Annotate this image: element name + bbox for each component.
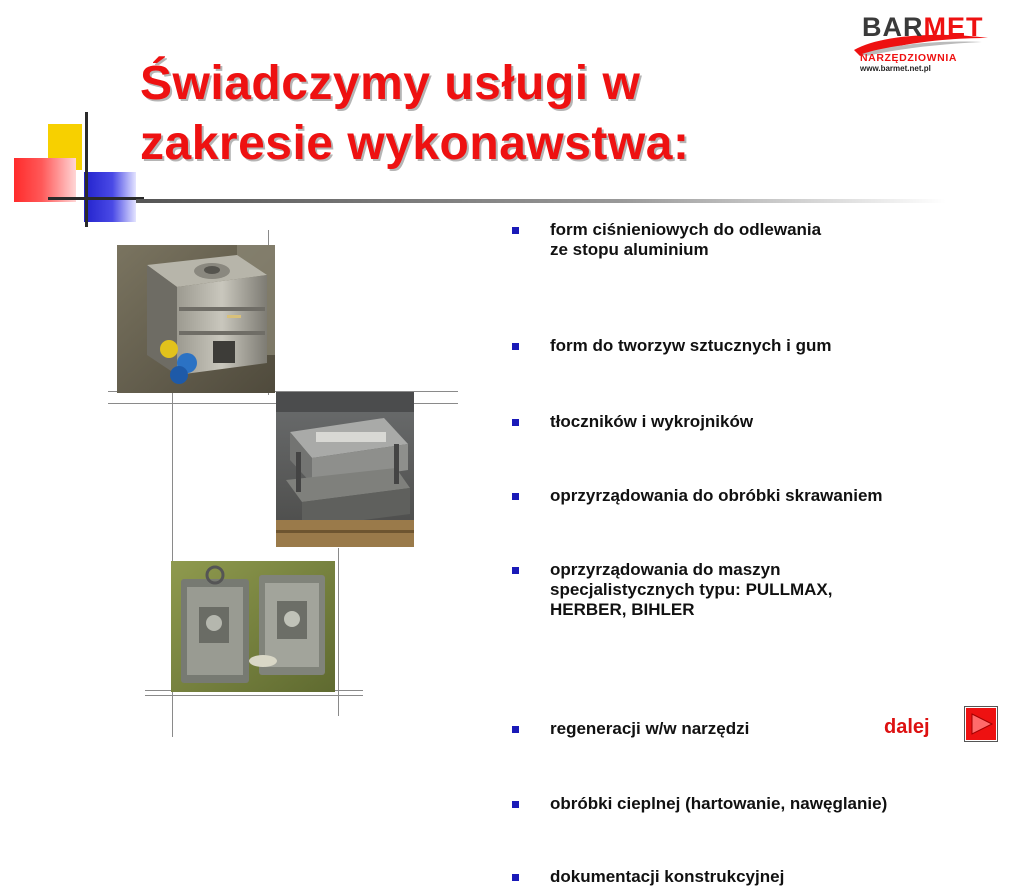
decor-horizontal-line: [48, 197, 144, 200]
list-item-text: oprzyrządowania do maszyn specjalistycznych typu: PULLMAX, HERBER, BIHLER: [550, 560, 833, 619]
list-item-text: form ciśnieniowych do odlewania ze stopu aluminium: [550, 220, 822, 259]
list-item: [512, 412, 1024, 432]
list-item: [512, 486, 1024, 506]
list-item-text: form do tworzyw sztucznych i gum: [550, 336, 832, 355]
page-title-line2: zakresie wykonawstwa:: [140, 117, 690, 170]
decor-vertical-line: [85, 112, 88, 227]
list-item: [512, 336, 1024, 356]
logo-wordmark: [862, 12, 984, 43]
next-link[interactable]: dalej: [884, 716, 930, 738]
list-item: [512, 560, 1024, 620]
decor-red-square: [14, 158, 76, 202]
bullet-icon: [512, 567, 519, 574]
list-item-text: dokumentacji konstrukcyjnej: [550, 867, 785, 886]
bullet-icon: [512, 493, 519, 500]
play-triangle-icon: [964, 706, 998, 742]
barmet-logo: [846, 8, 1006, 74]
bullet-icon: [512, 801, 519, 808]
photo-press-tool: [276, 392, 414, 547]
bullet-icon: [512, 726, 519, 733]
next-button[interactable]: [964, 706, 998, 742]
photo-mould-halves: [171, 561, 335, 692]
page-title: [140, 54, 689, 174]
page-title-line1: Świadczymy usługi w: [140, 57, 641, 110]
list-item-text: obróbki cieplnej (hartowanie, nawęglanie): [550, 794, 888, 813]
title-underline: [136, 199, 946, 203]
bullet-icon: [512, 343, 519, 350]
photo-die-casting-mould: [117, 245, 275, 393]
bullet-icon: [512, 227, 519, 234]
list-item-text: oprzyrządowania do obróbki skrawaniem: [550, 486, 883, 505]
photo-grid-line: [145, 695, 363, 696]
logo-url: www.barmet.net.pl: [860, 64, 931, 73]
list-item: [512, 719, 1024, 739]
list-item-text: regeneracji w/w narzędzi: [550, 719, 750, 738]
list-item: [512, 867, 1024, 887]
bullet-icon: [512, 419, 519, 426]
logo-met: MET: [923, 12, 984, 42]
list-item: [512, 794, 1024, 814]
logo-subtitle: NARZĘDZIOWNIA: [860, 52, 958, 64]
logo-bar: BAR: [862, 12, 924, 42]
list-item: [512, 220, 1024, 260]
bullet-icon: [512, 874, 519, 881]
list-item-text: tłoczników i wykrojników: [550, 412, 754, 431]
